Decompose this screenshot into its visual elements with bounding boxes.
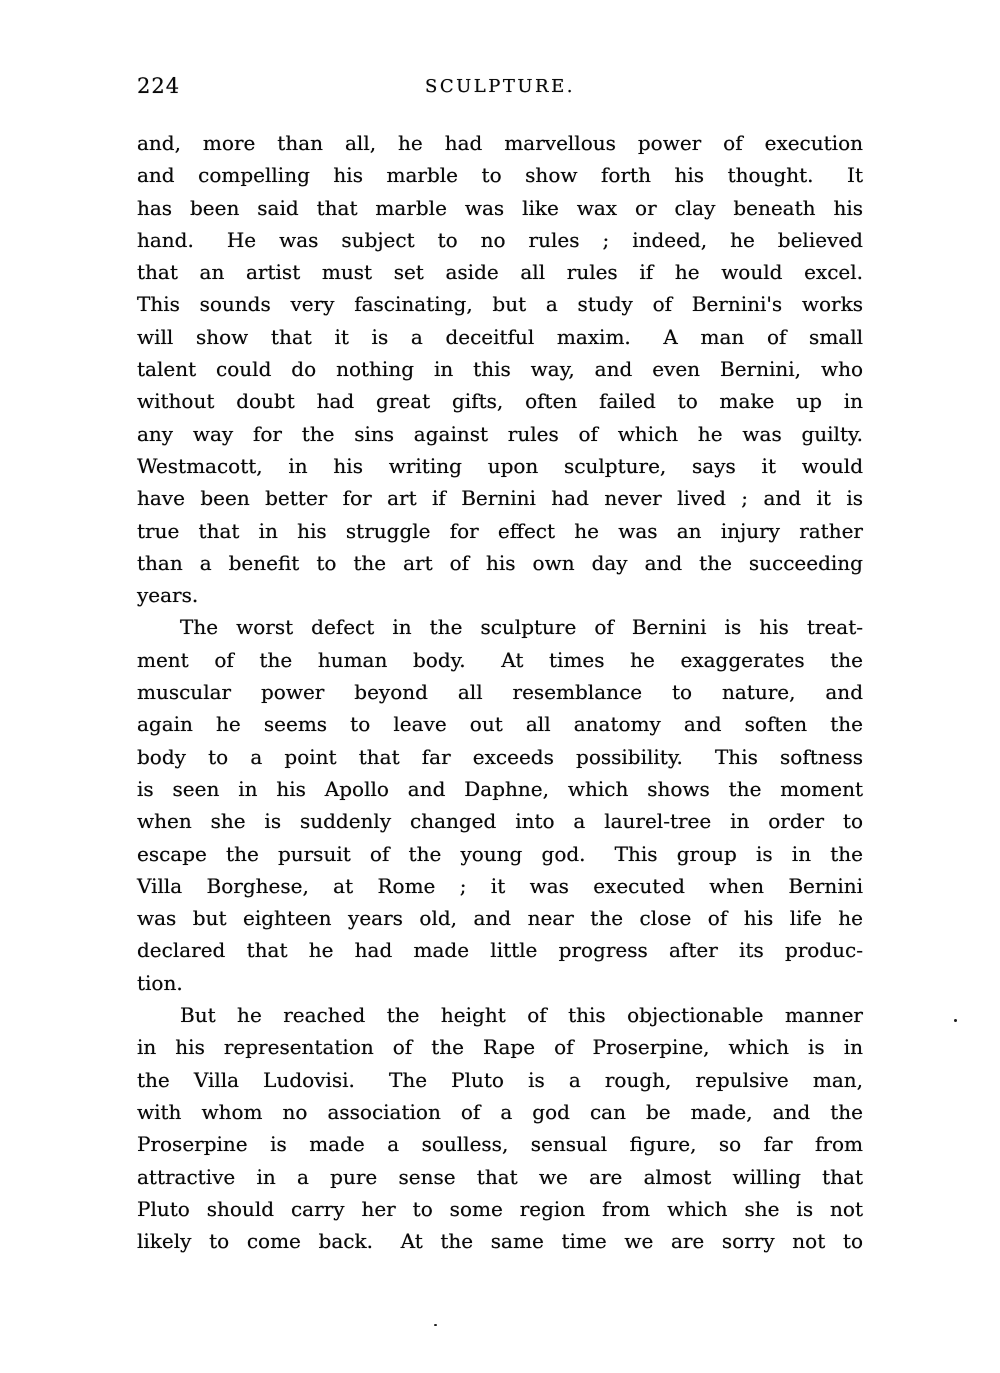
text-line: was but eighteen years old, and near the close of his life he xyxy=(137,906,863,931)
text-line: Westmacott, in his writing upon sculpture, says it would xyxy=(137,453,863,478)
text-line: ment of the human body. At times he exaggerates the xyxy=(137,647,863,672)
paragraph xyxy=(137,611,863,999)
text-line: the Villa Ludovisi. The Pluto is a rough, repulsive man, xyxy=(137,1067,863,1092)
running-title: SCULPTURE. xyxy=(425,76,575,97)
body-text xyxy=(137,127,863,1257)
page-header xyxy=(137,74,863,102)
text-line: again he seems to leave out all anatomy and soften the xyxy=(137,712,863,737)
text-line: years. xyxy=(137,583,199,608)
text-line: This sounds very fascinating, but a study of Bernini's works xyxy=(137,292,863,317)
text-line: tion. xyxy=(137,970,183,995)
text-line: than a benefit to the art of his own day and the succeeding xyxy=(137,550,863,575)
text-line: Villa Borghese, at Rome ; it was executed when Bernini xyxy=(137,873,863,898)
text-line: any way for the sins against rules of which he was guilty. xyxy=(137,421,863,446)
text-line: is seen in his Apollo and Daphne, which shows the moment xyxy=(137,776,863,801)
text-line: attractive in a pure sense that we are almost willing that xyxy=(137,1164,863,1189)
paragraph xyxy=(137,999,863,1257)
text-line: The worst defect in the sculpture of Bernini is his treat- xyxy=(180,615,863,640)
text-line: Pluto should carry her to some region from which she is not xyxy=(137,1196,863,1221)
text-line: true that in his struggle for effect he was an injury rather xyxy=(137,518,863,543)
ink-speck xyxy=(954,1019,957,1022)
text-line: will show that it is a deceitful maxim. A man of small xyxy=(137,324,863,349)
text-line: and compelling his marble to show forth his thought. It xyxy=(137,163,863,188)
text-line: likely to come back. At the same time we are sorry not to xyxy=(137,1229,863,1254)
page-number: 224 xyxy=(137,74,181,98)
text-line: and, more than all, he had marvellous power of execution xyxy=(137,131,863,155)
text-line: that an artist must set aside all rules if he would excel. xyxy=(137,260,863,285)
text-line: Proserpine is made a soulless, sensual figure, so far from xyxy=(137,1132,863,1157)
text-line: escape the pursuit of the young god. This group is in the xyxy=(137,841,863,866)
text-line: muscular power beyond all resemblance to nature, and xyxy=(137,680,863,705)
text-line: declared that he had made little progress after its produc- xyxy=(137,938,863,963)
text-line: have been better for art if Bernini had never lived ; and it is xyxy=(137,486,863,511)
text-line: when she is suddenly changed into a laurel-tree in order to xyxy=(137,809,863,834)
text-line: body to a point that far exceeds possibility. This softness xyxy=(137,744,863,769)
text-line: has been said that marble was like wax or clay beneath his xyxy=(137,195,863,220)
text-line: in his representation of the Rape of Proserpine, which is in xyxy=(137,1035,863,1060)
text-line: without doubt had great gifts, often failed to make up in xyxy=(137,389,863,414)
ink-speck xyxy=(434,1324,437,1326)
text-line: hand. He was subject to no rules ; indeed, he believed xyxy=(137,227,863,252)
text-line: talent could do nothing in this way, and even Bernini, who xyxy=(137,357,863,382)
paragraph xyxy=(137,127,863,611)
text-line: But he reached the height of this objectionable manner xyxy=(180,1003,863,1028)
text-line: with whom no association of a god can be made, and the xyxy=(137,1099,863,1124)
